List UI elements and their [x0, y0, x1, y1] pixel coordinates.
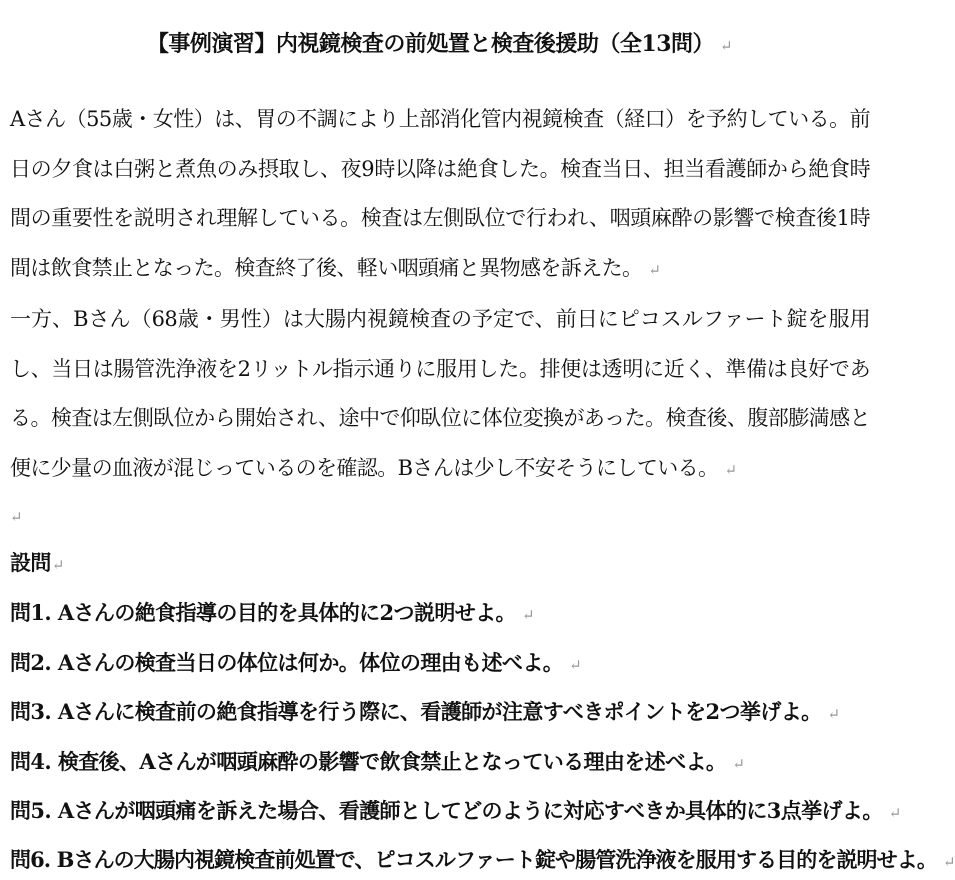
- title-text: 【事例演習】内視鏡検査の前処置と検査後援助（全13問）: [146, 31, 715, 57]
- paragraph-mark-icon: ↵: [521, 606, 534, 624]
- case-b-paragraph: [10, 295, 870, 495]
- empty-paragraph: [10, 497, 22, 535]
- paragraph-mark-icon: ↵: [888, 804, 901, 822]
- paragraph-mark-icon: ↵: [732, 755, 745, 773]
- question-item: [10, 793, 901, 831]
- section-heading: [10, 545, 64, 583]
- paragraph-mark-icon: ↵: [10, 508, 22, 526]
- question-text: 問2. Aさんの検査当日の体位は何か。体位の理由も述べよ。: [10, 650, 564, 675]
- paragraph-mark-icon: ↵: [720, 37, 733, 55]
- section-heading-text: 設問: [10, 550, 51, 575]
- question-text: 問3. Aさんに検査前の絶食指導を行う際に、看護師が注意すべきポイントを2つ挙げよ。: [10, 699, 822, 724]
- question-text: 問4. 検査後、Aさんが咽頭麻酔の影響で飲食禁止となっている理由を述べよ。: [10, 749, 727, 774]
- question-item: [10, 694, 840, 732]
- paragraph-mark-icon: ↵: [569, 656, 582, 674]
- case-a-text: Aさん（55歳・女性）は、胃の不調により上部消化管内視鏡検査（経口）を予約している。前日の夕食は白粥と煮魚のみ摂取し、夜9時以降は絶食した。検査当日、担当看護師から絶食時間の重要性を説明され理解している。検査は左側臥位で行われ、咽頭麻酔の影響で検査後1時間は飲食禁止となった。検査終了後、軽い咽頭痛と異物感を訴えた。: [10, 107, 870, 280]
- question-item: [10, 595, 534, 633]
- paragraph-mark-icon: ↵: [648, 260, 661, 279]
- question-item: [10, 744, 744, 782]
- paragraph-mark-icon: ↵: [827, 705, 840, 723]
- document-title: [0, 26, 879, 64]
- paragraph-mark-icon: ↵: [942, 853, 955, 871]
- question-item: [10, 645, 581, 683]
- paragraph-mark-icon: ↵: [51, 556, 64, 574]
- question-text: 問1. Aさんの絶食指導の目的を具体的に2つ説明せよ。: [10, 600, 516, 625]
- question-item: [10, 842, 955, 880]
- case-a-paragraph: [10, 95, 870, 295]
- question-text: 問5. Aさんが咽頭痛を訴えた場合、看護師としてどのように対応すべきか具体的に3点挙げよ。: [10, 798, 883, 823]
- case-b-text: 一方、Bさん（68歳・男性）は大腸内視鏡検査の予定で、前日にピコスルファート錠を服用し、当日は腸管洗浄液を2リットル指示通りに服用した。排便は透明に近く、準備は良好である。検査は左側臥位から開始され、途中で仰臥位に体位変換があった。検査後、腹部膨満感と便に少量の血液が混じっているのを確認。Bさんは少し不安そうにしている。: [10, 307, 870, 480]
- question-text: 問6. Bさんの大腸内視鏡検査前処置で、ピコスルファート錠や腸管洗浄液を服用する目的を説明せよ。: [10, 847, 937, 872]
- paragraph-mark-icon: ↵: [724, 460, 737, 479]
